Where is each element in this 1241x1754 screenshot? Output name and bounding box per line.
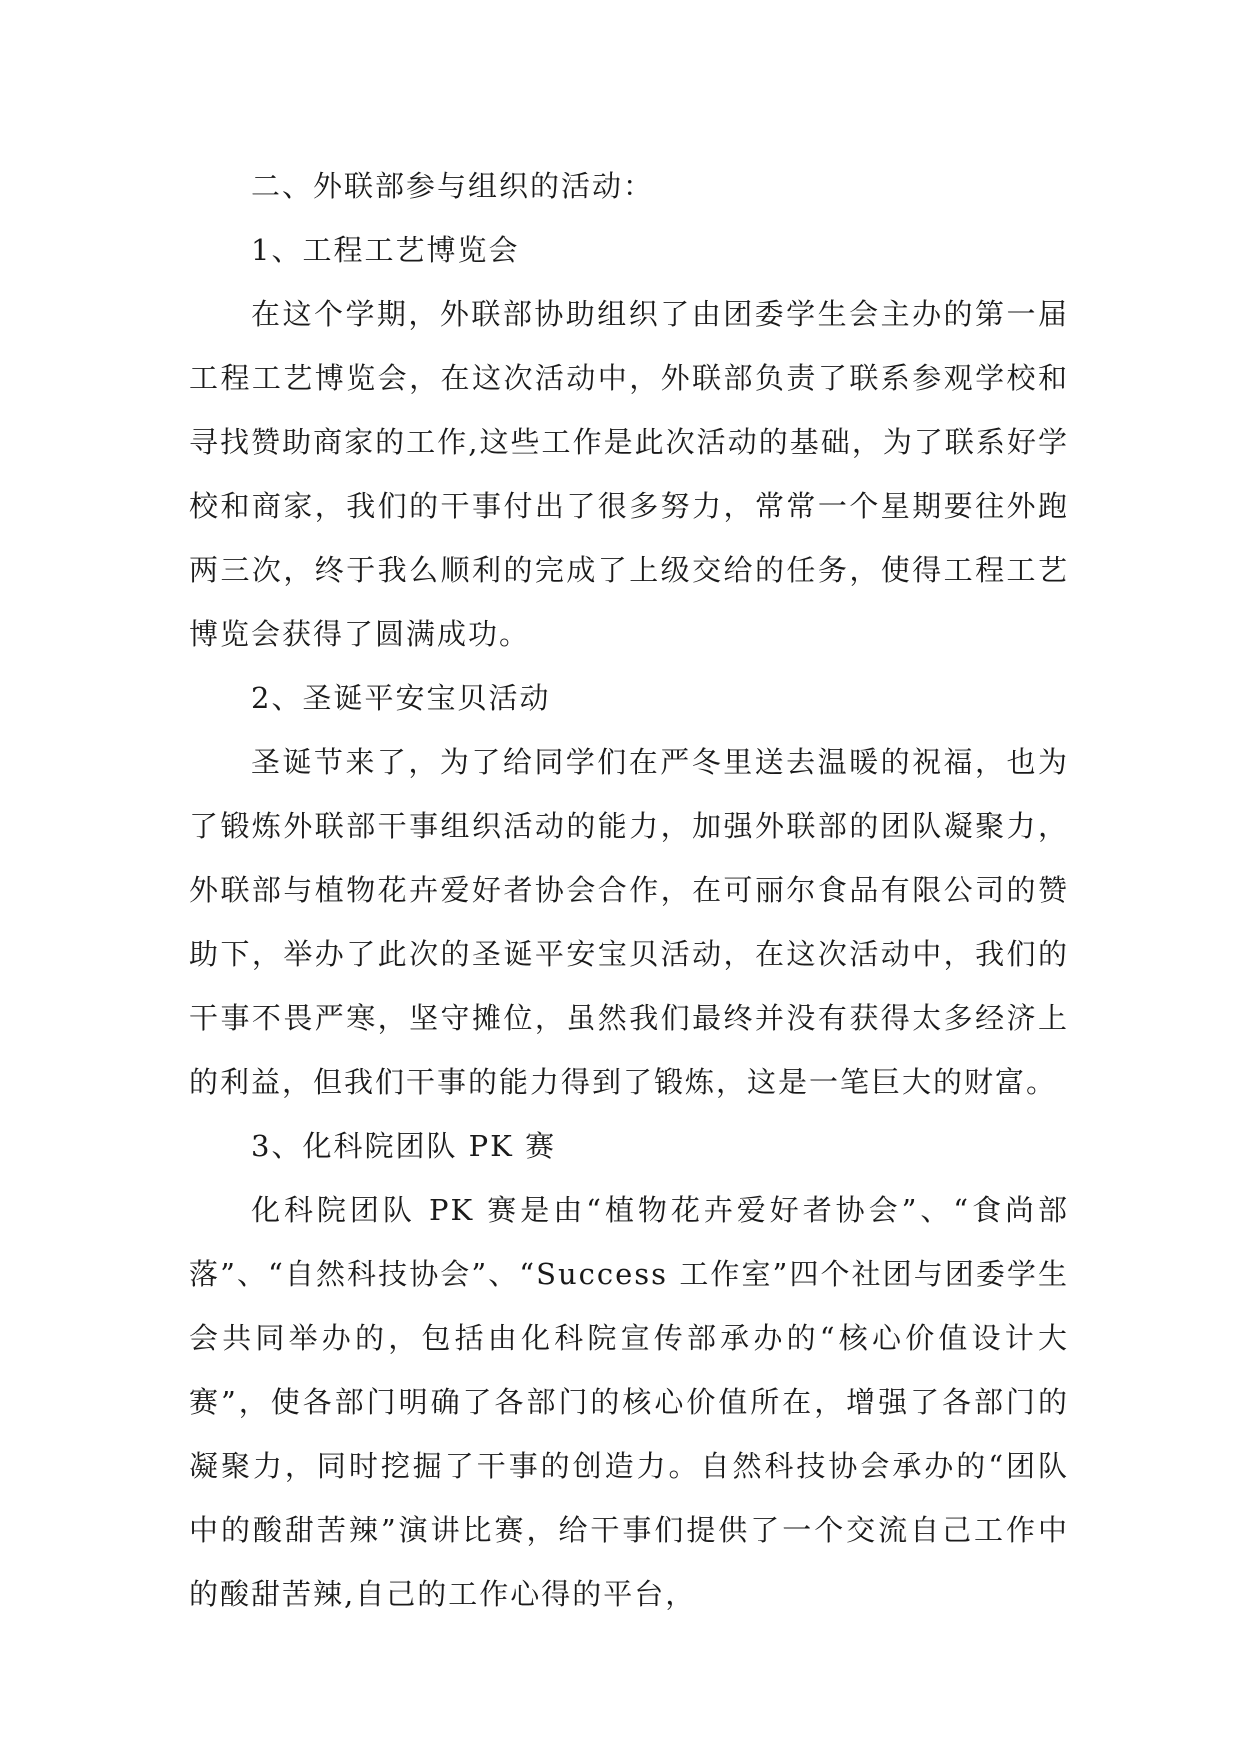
item-paragraph: 在这个学期，外联部协助组织了由团委学生会主办的第一届工程工艺博览会，在这次活动中，外联部负责了联系参观学校和寻找赞助商家的工作,这些工作是此次活动的基础，为了联系好学校和商家，我们的干事付出了很多努力，常常一个星期要往外跑两三次，终于我么顺利的完成了上级交给的任务，使得工程工艺博览会获得了圆满成功。 (189, 297, 1069, 651)
item-heading: 3、化科院团队 PK 赛 (251, 1129, 557, 1163)
section-title: 二、外联部参与组织的活动： (251, 169, 655, 203)
item-heading: 2、圣诞平安宝贝活动 (251, 681, 551, 715)
item-paragraph: 化科院团队 PK 赛是由“植物花卉爱好者协会”、“食尚部落”、“自然科技协会”、“Success 工作室”四个社团与团委学生会共同举办的，包括由化科院宣传部承办的“核心价值设计大赛”，使各部门明确了各部门的核心价值所在，增强了各部门的凝聚力，同时挖掘了干事的创造力。自然科技协会承办的“团队中的酸甜苦辣”演讲比赛，给干事们提供了一个交流自己工作中的酸甜苦辣,自己的工作心得的平台， (189, 1193, 1069, 1611)
document-body (189, 154, 1069, 1626)
item-paragraph: 圣诞节来了，为了给同学们在严冬里送去温暖的祝福，也为了锻炼外联部干事组织活动的能力，加强外联部的团队凝聚力，外联部与植物花卉爱好者协会合作，在可丽尔食品有限公司的赞助下，举办了此次的圣诞平安宝贝活动，在这次活动中，我们的干事不畏严寒，坚守摊位，虽然我们最终并没有获得太多经济上的利益，但我们干事的能力得到了锻炼，这是一笔巨大的财富。 (189, 745, 1069, 1099)
item-heading: 1、工程工艺博览会 (251, 233, 520, 267)
